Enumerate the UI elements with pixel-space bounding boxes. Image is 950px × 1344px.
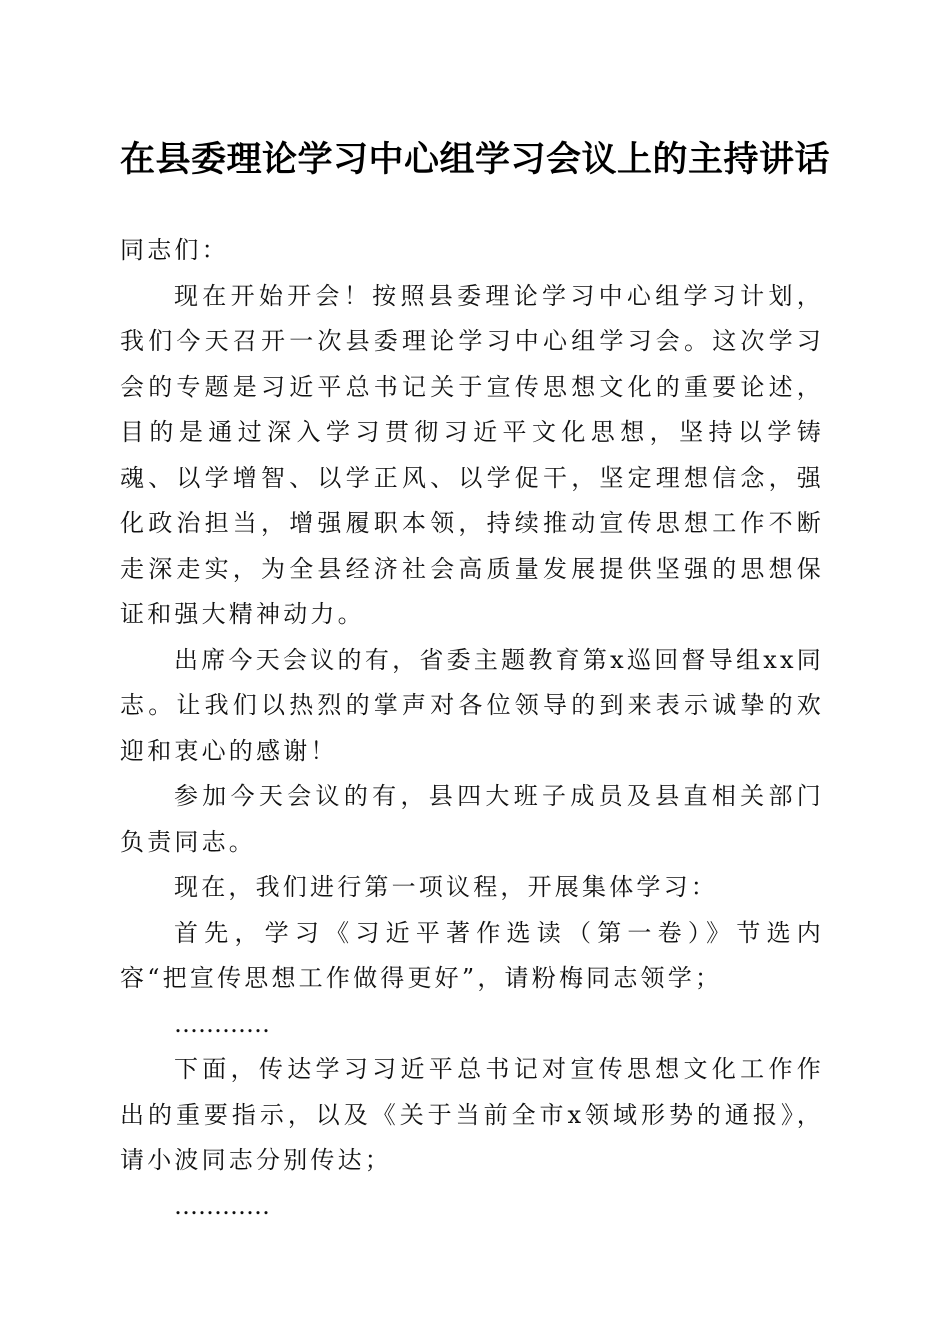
paragraph-opening: 现在开始开会！按照县委理论学习中心组学习计划，我们今天召开一次县委理论学习中心组学习会。这次学习会的专题是习近平总书记关于宣传思想文化的重要论述，目的是通过深入学习贯彻习近平文化思想，坚持以学铸魂、以学增智、以学正风、以学促干，坚定理想信念，强化政治担当，增强履职本领，持续推动宣传思想工作不断走深走实，为全县经济社会高质量发展提供坚强的思想保证和强大精神动力。 xyxy=(120,281,824,628)
paragraph-study-reading: 首先，学习《习近平著作选读（第一卷）》节选内容“把宣传思想工作做得更好”，请粉梅同志领学； xyxy=(120,918,824,992)
salutation: 同志们： xyxy=(120,236,229,264)
ellipsis-1: ………… xyxy=(174,1009,270,1038)
document-title: 在县委理论学习中心组学习会议上的主持讲话 xyxy=(119,139,830,180)
paragraph-convey-instructions: 下面，传达学习习近平总书记对宣传思想文化工作作出的重要指示，以及《关于当前全市x领域形势的通报》，请小波同志分别传达； xyxy=(120,1055,824,1174)
paragraph-attendees-leaders: 出席今天会议的有，省委主题教育第x巡回督导组xx同志。让我们以热烈的掌声对各位领导的到来表示诚挚的欢迎和衷心的感谢！ xyxy=(120,645,824,765)
paragraph-agenda-first-item: 现在，我们进行第一项议程，开展集体学习： xyxy=(174,873,718,901)
paragraph-attendees-members: 参加今天会议的有，县四大班子成员及县直相关部门负责同志。 xyxy=(120,782,824,856)
ellipsis-2: ………… xyxy=(174,1191,270,1220)
document-body xyxy=(120,228,824,1229)
